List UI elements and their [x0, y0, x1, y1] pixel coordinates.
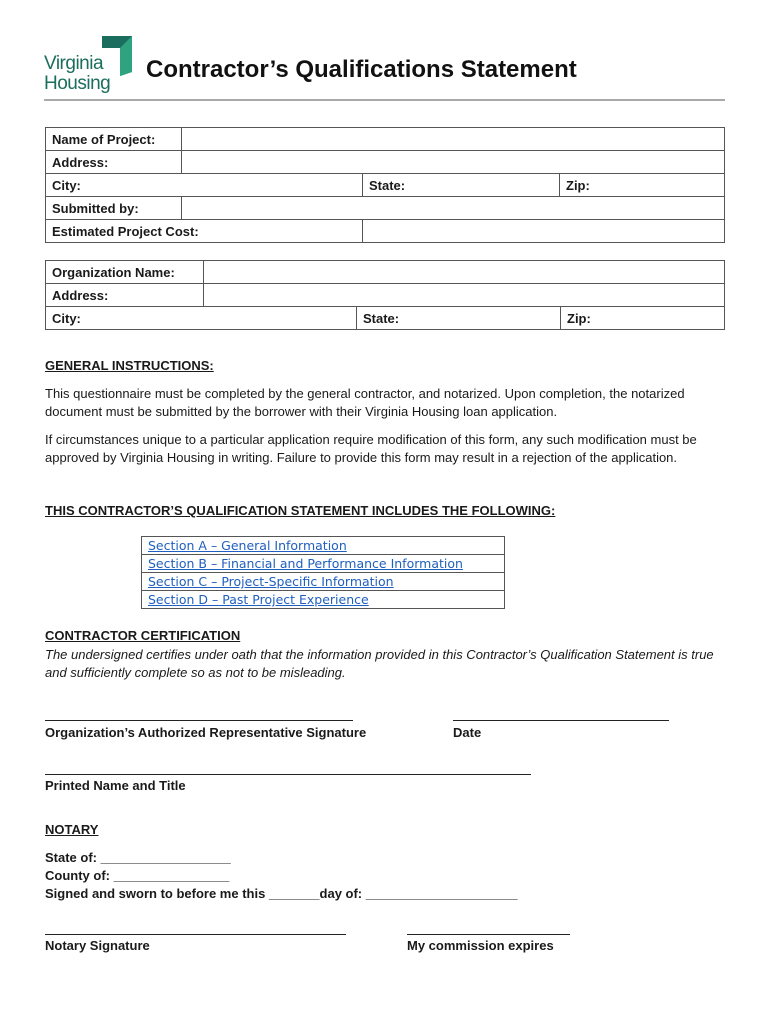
logo-word-virginia: Virginia [44, 53, 104, 74]
date-label: Date [453, 725, 482, 740]
label-org-city: City: [52, 310, 81, 326]
name-of-project-field[interactable] [182, 128, 725, 151]
title-divider [44, 99, 725, 101]
general-instructions-para2: If circumstances unique to a particular application require modification of this form, any such modification must be approved by Virginia Housing in writing. Failure to provide this form may result in a rejection of the application. [45, 432, 697, 465]
org-state-field[interactable] [357, 307, 561, 330]
section-a-link[interactable]: Section A – General Information [148, 538, 347, 553]
section-c-link[interactable]: Section C – Project-Specific Information [148, 574, 394, 589]
label-estimated-cost: Estimated Project Cost: [46, 220, 363, 243]
section-b-cell [142, 555, 505, 573]
label-org-address: Address: [46, 284, 204, 307]
section-c-cell [142, 573, 505, 591]
notary-signature-label: Notary Signature [45, 938, 150, 953]
printed-name-label: Printed Name and Title [45, 778, 186, 793]
submitted-by-field[interactable] [182, 197, 725, 220]
general-instructions-heading: GENERAL INSTRUCTIONS: [45, 358, 214, 373]
notary-heading: NOTARY [45, 822, 99, 837]
notary-sworn-line[interactable]: Signed and sworn to before me this _______day of: _____________________ [45, 886, 518, 901]
org-address-field[interactable] [204, 284, 725, 307]
org-city-field[interactable] [46, 307, 357, 330]
logo-word-housing: Housing [44, 73, 111, 94]
section-b-link[interactable]: Section B – Financial and Performance Information [148, 556, 463, 571]
date-line[interactable] [453, 720, 669, 721]
sections-list [141, 536, 505, 609]
address-field[interactable] [182, 151, 725, 174]
section-d-cell [142, 591, 505, 609]
notary-signature-line[interactable] [45, 934, 346, 935]
commission-expires-label: My commission expires [407, 938, 554, 953]
representative-signature-label: Organization’s Authorized Representative Signature [45, 725, 367, 740]
zip-field[interactable] [560, 174, 725, 197]
notary-state-of[interactable]: State of: __________________ [45, 850, 231, 865]
label-city: City: [52, 177, 81, 193]
printed-name-line[interactable] [45, 774, 531, 775]
notary-county-of[interactable]: County of: ________________ [45, 868, 230, 883]
virginia-housing-logo [44, 36, 136, 100]
commission-expires-line[interactable] [407, 934, 570, 935]
label-zip: Zip: [566, 177, 590, 193]
representative-signature-line[interactable] [45, 720, 353, 721]
page-title: Contractor’s Qualifications Statement [146, 56, 577, 83]
organization-name-field[interactable] [204, 261, 725, 284]
includes-heading: THIS CONTRACTOR’S QUALIFICATION STATEMENT INCLUDES THE FOLLOWING: [45, 503, 556, 518]
estimated-cost-field[interactable] [363, 220, 725, 243]
state-field[interactable] [363, 174, 560, 197]
label-organization-name: Organization Name: [46, 261, 204, 284]
label-submitted-by: Submitted by: [46, 197, 182, 220]
label-address: Address: [46, 151, 182, 174]
section-d-link[interactable]: Section D – Past Project Experience [148, 592, 369, 607]
label-name-of-project: Name of Project: [46, 128, 182, 151]
general-instructions-para1: This questionnaire must be completed by the general contractor, and notarized. Upon completion, the notarized document must be submitted by the borrower with their Virginia Housing loan application. [45, 386, 685, 419]
label-org-state: State: [363, 310, 400, 326]
section-a-cell [142, 537, 505, 555]
project-info-table [45, 127, 725, 243]
org-zip-field[interactable] [561, 307, 725, 330]
label-org-zip: Zip: [567, 310, 591, 326]
city-field[interactable] [46, 174, 363, 197]
certification-heading: CONTRACTOR CERTIFICATION [45, 628, 241, 643]
certification-text: The undersigned certifies under oath that the information provided in this Contractor’s Qualification Statement is true and sufficiently complete so as not to be misleading. [45, 647, 714, 680]
label-state: State: [369, 177, 406, 193]
organization-info-table [45, 260, 725, 330]
